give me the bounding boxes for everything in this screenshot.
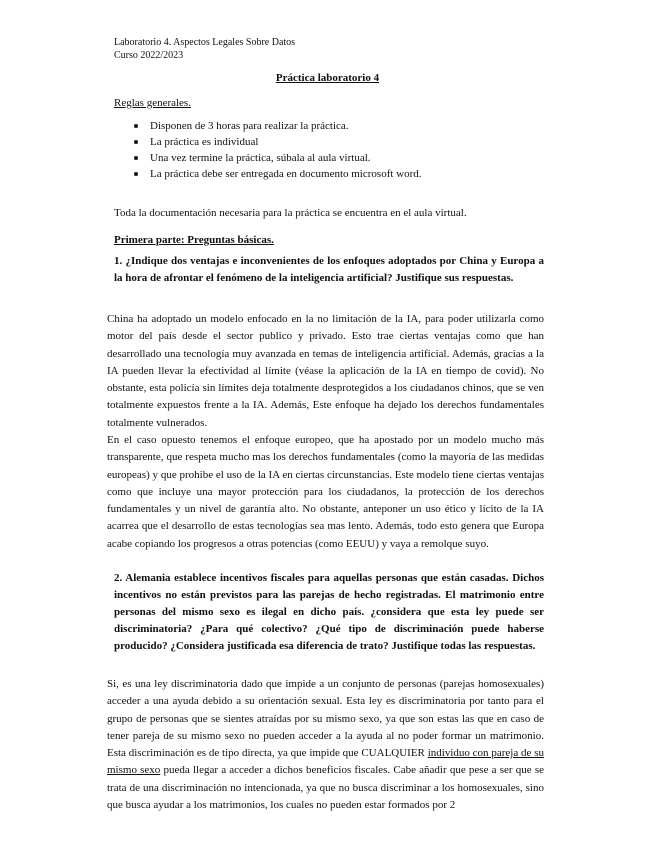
list-item: La práctica es individual — [134, 134, 422, 150]
list-item: Una vez termine la práctica, súbala al aula virtual. — [134, 150, 422, 166]
answer-1-paragraph-1: China ha adoptado un modelo enfocado en la no limitación de la IA, para poder utilizarla como motor del país desde el sector publico y privado. Esto trae ciertas ventajas como que han desarrollado una tecnología muy avanzada en temas de inteligencia artificial. Además, gracias a la IA pueden llevar la efectividad al límite (véase la aplicación de la IA en tiempo de covid). No obstante, esta policía sin límites deja totalmente desprotegidos a los ciudadanos chinos, que se ven totalmente expuestos frente a la IA. Además, Este enfoque ha dejado los derechos fundamentales totalmente vulnerados. — [107, 313, 544, 429]
list-item: Disponen de 3 horas para realizar la práctica. — [134, 118, 422, 134]
document-header — [114, 36, 295, 62]
answer-2-paragraph — [107, 676, 544, 814]
rules-heading: Reglas generales. — [114, 97, 191, 109]
answer-2-text-end: pueda llegar a acceder a dichos beneficios fiscales. Cabe añadir que pese a ser que se trata de una discriminación no intencionada, ya que no busca discriminar a los homosexuales, sino que busca ayudar a los matrimonios, los cuales no pueden estar formados por 2 — [107, 764, 544, 812]
rules-list — [134, 118, 422, 182]
list-item: La práctica debe ser entregada en documento microsoft word. — [134, 166, 422, 182]
answer-2-underlined-text: individuo con pareja de su mismo sexo — [107, 747, 544, 777]
header-course-title: Laboratorio 4. Aspectos Legales Sobre Datos — [114, 37, 296, 48]
page-title: Práctica laboratorio 4 — [275, 72, 380, 84]
documentation-note: Toda la documentación necesaria para la práctica se encuentra en el aula virtual. — [114, 207, 467, 219]
question-2: 2. Alemania establece incentivos fiscales para aquellas personas que están casadas. Dichos incentivos no están previstos para las parejas de hecho registradas. El matrimonio entre personas del mismo sexo es ilegal en dicho país. ¿considera que esta ley puede ser discriminatoria? ¿Para qué colectivo? ¿Qué tipo de discriminación puede haberse producido? ¿Considera justificada esa diferencia de trato? Justifique todas las respuestas. — [114, 572, 544, 652]
answer-2-text-start: Si, es una ley discriminatoria dado que impide a un conjunto de personas (parejas homosexuales) acceder a una ayuda debido a su orientación sexual. Esta ley es discriminatoria por tanto para el grupo de personas que se sientes atraídas por su mismo sexo, ya que son estas las que en caso de tener pareja de su mismo sexo no pueden acceder a la ayuda al no poder formar un matrimonio. Esta discriminación es de tipo directa, ya que impide que CUALQUIER — [107, 678, 544, 760]
question-1: 1. ¿Indique dos ventajas e inconvenientes de los enfoques adoptados por China y Europa a la hora de afrontar el fenómeno de la inteligencia artificial? Justifique sus respuestas. — [114, 255, 544, 284]
answer-1-paragraph-2: En el caso opuesto tenemos el enfoque europeo, que ha apostado por un modelo mucho más transparente, que respeta mucho mas los derechos fundamentales (como la mayoría de las medidas europeas) y que prohibe el uso de la IA en ciertas circunstancias. Este modelo tiene ciertas ventajas como que incluye una mayor protección para los ciudadanos, la protección de los derechos fundamentales y un nivel de garantía alto. No obstante, anteponer un uso ético y lícito de la IA acarrea que el desarrollo de estas tecnologías sea mas lento. Además, todo esto genera que Europa acabe copiando los progresos a otras potencias (como EEUU) y vaya a remolque suyo. — [107, 434, 544, 550]
section-heading: Primera parte: Preguntas básicas. — [114, 234, 274, 246]
header-course-year: Curso 2022/2023 — [114, 50, 184, 61]
